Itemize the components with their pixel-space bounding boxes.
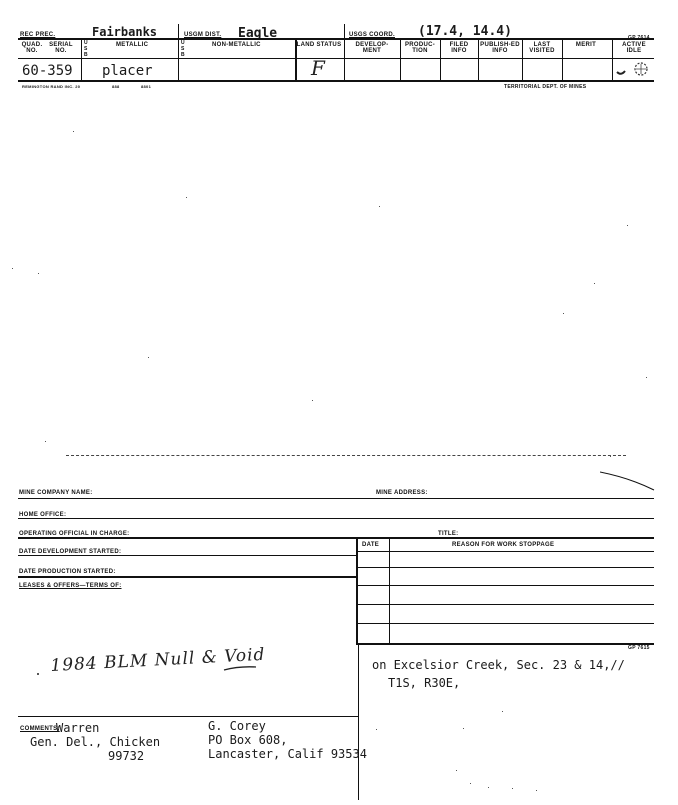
rec-prec-label: REC PREC. — [20, 32, 56, 38]
col-serial-no: SERIAL NO. — [49, 42, 73, 54]
printer-imprint: REMINGTON RAND INC. 20 — [22, 84, 81, 89]
reason-column-header: REASON FOR WORK STOPPAGE — [452, 542, 555, 548]
active-idle-stamp — [615, 60, 655, 78]
mine-address-label: MINE ADDRESS: — [376, 490, 428, 496]
col-production: PRODUC-TION — [404, 42, 436, 54]
col-merit: MERIT — [575, 42, 597, 48]
owner-2-line-1: G. Corey — [208, 719, 266, 733]
location-line-1: on Excelsior Creek, Sec. 23 & 14,// — [372, 658, 625, 672]
col-development: DEVELOP-MENT — [355, 42, 389, 54]
metallic-value: placer — [102, 63, 153, 79]
col-quad-no: QUAD. NO. — [21, 42, 43, 54]
col-active-idle: ACTIVE IDLE — [622, 42, 646, 54]
home-office-label: HOME OFFICE: — [19, 512, 67, 518]
date-production-started-label: DATE PRODUCTION STARTED: — [19, 569, 116, 575]
owner-1-line-3: 99732 — [108, 749, 145, 763]
col-nonmetallic-prefix: U S B — [181, 40, 185, 58]
col-metallic-prefix: U S B — [84, 40, 88, 58]
col-filed-info: FILED INFO — [449, 42, 469, 54]
comments-label: COMMENTS: — [20, 726, 60, 732]
leases-offers-label: LEASES & OFFERS—TERMS OF: — [19, 583, 122, 589]
usgm-dist-label: USGM DIST. — [184, 32, 222, 38]
col-last-visited: LAST VISITED — [529, 42, 555, 54]
mine-company-name-label: MINE COMPANY NAME: — [19, 490, 93, 496]
usgm-dist-value: Eagle — [238, 26, 278, 41]
owner-1-line-1: Warren — [56, 721, 100, 735]
handwriting-underline — [34, 664, 264, 678]
usgs-coord-value: (17.4, 14.4) — [418, 24, 512, 39]
col-nonmetallic: NON-METALLIC — [212, 42, 261, 48]
page-curl-line — [600, 470, 660, 492]
col-land-status: LAND STATUS — [296, 42, 342, 48]
header-rule — [18, 38, 654, 40]
form-number-top: GP 7614 — [628, 35, 650, 41]
rec-prec-value: Fairbanks — [92, 25, 158, 39]
card-bottom-rule — [18, 80, 654, 82]
printer-code-2: 8801 — [141, 84, 152, 89]
owner-2-line-3: Lancaster, Calif 93534 — [208, 747, 367, 761]
department-imprint: TERRITORIAL DEPT. OF MINES — [504, 84, 587, 90]
operating-official-label: OPERATING OFFICIAL IN CHARGE: — [19, 531, 130, 537]
date-column-header: DATE — [362, 542, 380, 548]
printer-code-1: 888 — [112, 84, 120, 89]
col-metallic: METALLIC — [116, 42, 149, 48]
title-label: TITLE: — [438, 531, 459, 537]
col-published-info: PUBLISH-ED INFO — [480, 42, 520, 54]
handwritten-note: 1984 BLM Null & Void — [50, 644, 266, 676]
date-development-started-label: DATE DEVELOPMENT STARTED: — [19, 549, 122, 555]
quad-serial-value: 60-359 — [22, 63, 73, 79]
location-line-2: T1S, R30E, — [388, 676, 461, 690]
owner-1-line-2: Gen. Del., Chicken — [30, 735, 161, 749]
usgs-coord-label: USGS COORD. — [349, 32, 395, 38]
form-number-bottom: GP 7615 — [628, 645, 650, 651]
owner-2-line-2: PO Box 608, — [208, 733, 288, 747]
land-status-value: F — [311, 56, 325, 80]
